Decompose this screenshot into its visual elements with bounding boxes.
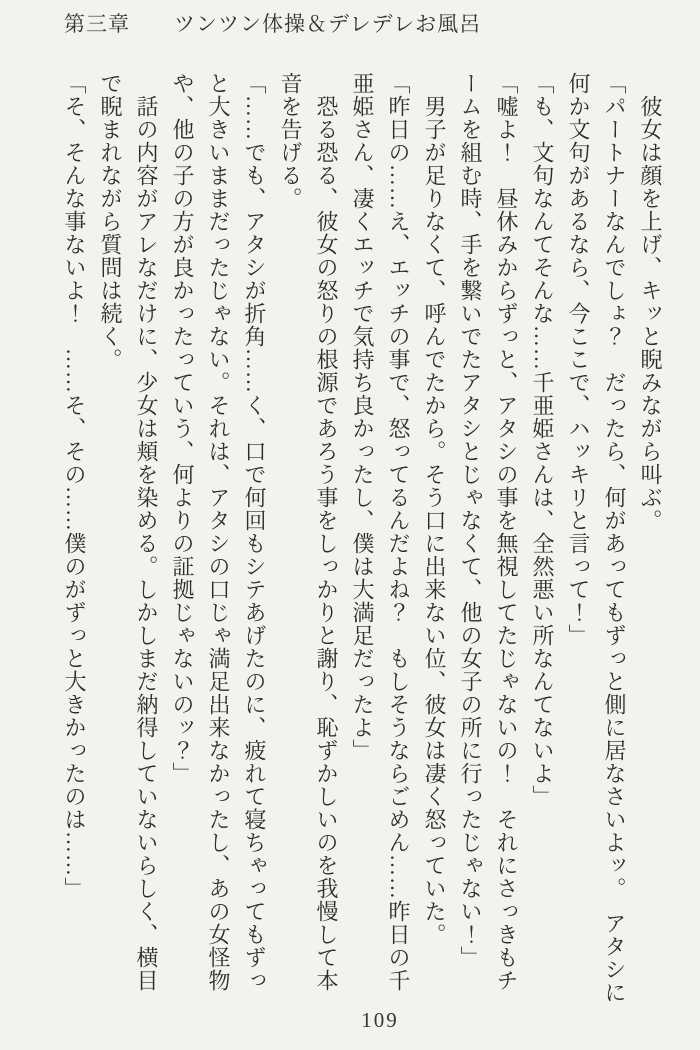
text-column: と大きいままだったじゃない。それは、アタシの口じゃ満足出来なかったし、あの女怪物	[206, 72, 231, 992]
text-column: 「パートナーなんでしょ？ だったら、何があってもずっと側に居なさいよッ。 アタシに	[602, 72, 627, 1004]
text-column: 「……でも、アタシが折角……く、口で何回もシテあげたのに、疲れて寝ちゃってもずっ	[242, 72, 267, 992]
text-column: 彼女は顔を上げ、キッと睨みながら叫ぶ。	[638, 72, 663, 532]
text-column: 何か文句があるなら、今ここで、ハッキリと言って！」	[566, 72, 591, 647]
text-column: 「昨日の……え、エッチの事で、怒ってるんだよね？ もしそうならごめん……昨日の千	[386, 72, 411, 992]
chapter-header: 第三章 ツンツン体操＆デレデレお風呂	[64, 12, 482, 36]
text-column: 音を告げる。	[278, 72, 303, 210]
text-column: 「そ、そんな事ないよ！ ……そ、その……僕のがずっと大きかったのは……」	[62, 72, 87, 900]
text-column: 「嘘よ！ 昼休みからずっと、アタシの事を無視してたじゃないの！ それにさっきもチ	[494, 72, 519, 992]
text-column: で睨まれながら質問は続く。	[98, 72, 123, 371]
text-column: や、他の子の方が良かったっていう、何よりの証拠じゃないのッ？」	[170, 72, 195, 785]
text-column: 「も、文句なんてそんな……千亜姫さんは、全然悪い所なんてないよ」	[530, 72, 555, 808]
page-body	[56, 72, 668, 1020]
text-column: 話の内容がアレなだけに、少女は頬を染める。しかしまだ納得していないらしく、横目	[134, 72, 159, 992]
page-number: 109	[361, 1008, 399, 1032]
text-column: 男子が足りなくて、呼んでたから。そう口に出来ない位、彼女は凄く怒っていた。	[422, 72, 447, 946]
text-column: 亜姫さん、凄くエッチで気持ち良かったし、僕は大満足だったよ」	[350, 72, 375, 762]
text-column: 恐る恐る、彼女の怒りの根源であろう事をしっかりと謝り、恥ずかしいのを我慢して本	[314, 72, 339, 992]
text-column: ームを組む時、手を繋いでたアタシとじゃなくて、他の女子の所に行ったじゃない！」	[458, 72, 483, 969]
